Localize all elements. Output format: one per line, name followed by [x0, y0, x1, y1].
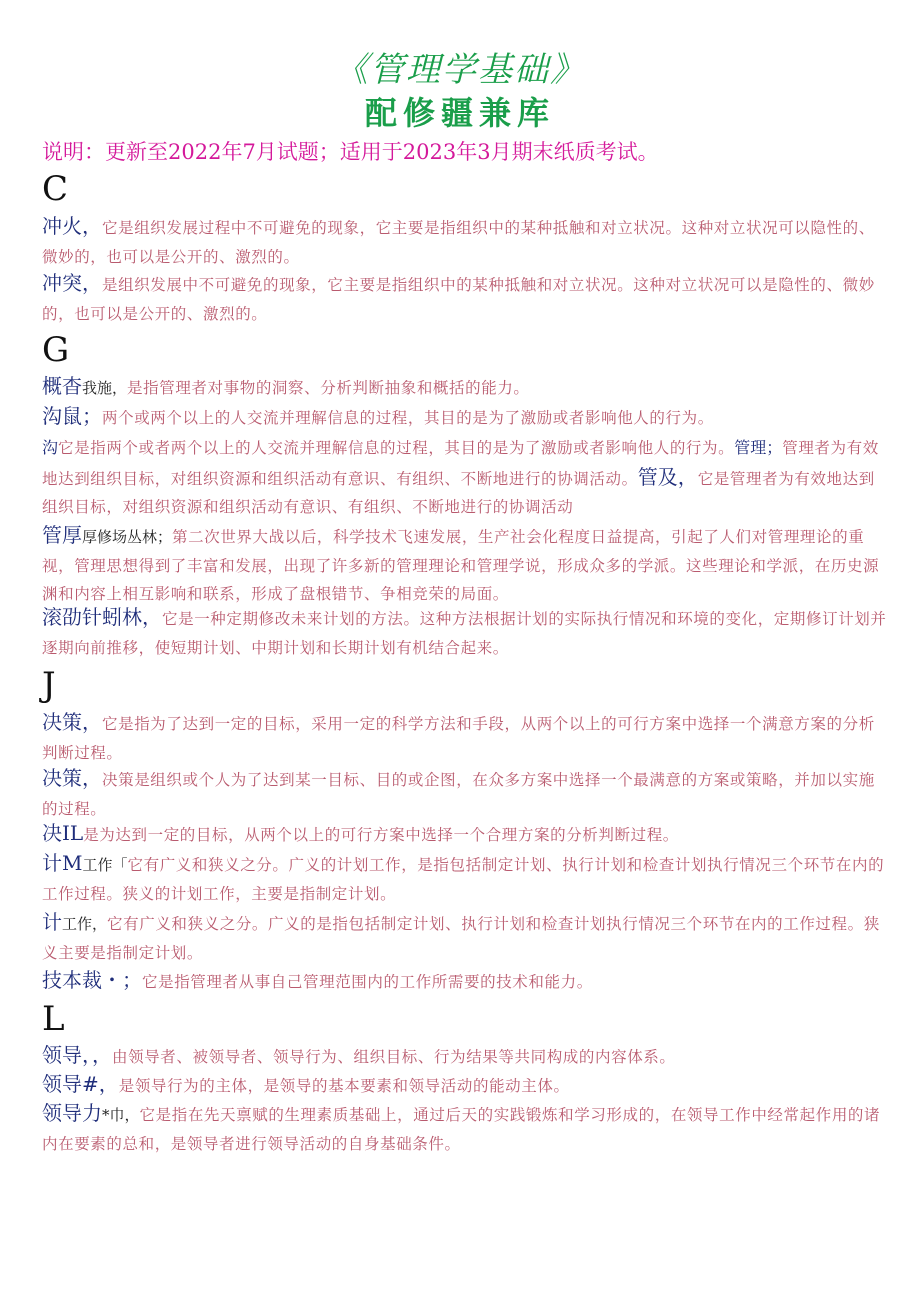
section-letter-j: J	[42, 665, 56, 705]
entry-term: 计M	[42, 851, 83, 875]
glossary-entry	[42, 434, 888, 522]
entry-text: 第二次世界大战以后，科学技术飞速发展，生产社会化程度日益提高，引起了人们对管理理论的重视，管理思想得到了丰富和发展，出现了许多新的管理理论和管理学说，形成众多的学派。这些理论和学派，在历史源渊和内容上相互影响和联系，形成了盘根错节、争相竞荣的局面。	[42, 528, 880, 603]
section-letter-g: G	[42, 330, 70, 370]
glossary-entry	[42, 966, 888, 997]
entry-text: 是领导行为的主体，是领导的基本要素和领导活动的能动主体。	[118, 1077, 570, 1095]
entry-text: 管理者为有效地达到组织目标，对组织资源和组织活动有意识、有组织、不断地进行的协调活动。	[42, 439, 879, 488]
entry-aside: 厚修场丛林；	[82, 528, 173, 546]
entry-term: 概杳	[42, 374, 82, 398]
glossary-entry	[42, 402, 888, 433]
entry-term: 领导力	[42, 1101, 102, 1125]
glossary-entry	[42, 269, 888, 328]
section-letter-l: L	[42, 999, 65, 1039]
entry-term: 领导，，	[42, 1043, 112, 1067]
entry-text: 是组织发展中不可避免的现象，它主要是指组织中的某种抵触和对立状况。这种对立状况可以是隐性的、微妙的，也可以是公开的、激烈的。	[42, 276, 875, 323]
entry-text: 两个或两个以上的人交流并理解信息的过程，其目的是为了激励或者影响他人的行为。	[102, 409, 714, 427]
glossary-entry	[42, 603, 888, 662]
glossary-entry	[42, 708, 888, 767]
entry-text: 它有广义和狭义之分。广义的计划工作，是指包括制定计划、执行计划和检查计划执行情况三个环节在内的工作过程。狭义的计划工作，主要是指制定计划。	[42, 856, 885, 903]
glossary-entry	[42, 908, 888, 967]
entry-text: 它是指为了达到一定的目标，采用一定的科学方法和手段，从两个以上的可行方案中选择一个满意方案的分析判断过程。	[42, 715, 875, 762]
usage-note: 说明：更新至2022年7月试题；适用于2023年3月期末纸质考试。	[42, 140, 659, 164]
entry-term: 决策，	[42, 710, 102, 734]
entry-term: 沟	[42, 438, 59, 457]
glossary-entry	[42, 1099, 888, 1158]
glossary-entry	[42, 849, 888, 908]
glossary-entry	[42, 764, 888, 823]
entry-term: 决IL	[42, 821, 84, 845]
glossary-entry	[42, 212, 888, 271]
entry-term: 滚劭针蚓林，	[42, 605, 162, 629]
entry-text: 决策是组织或个人为了达到某一目标、目的或企图，在众多方案中选择一个最满意的方案或策略，并加以实施的过程。	[42, 771, 875, 818]
entry-aside: 我施，	[82, 379, 128, 397]
entry-term: 计	[42, 910, 62, 934]
glossary-entry	[42, 372, 888, 403]
entry-term: 管厚	[42, 523, 82, 547]
document-title: 《管理学基础》	[334, 50, 586, 90]
glossary-entry	[42, 521, 888, 609]
entry-term: 冲突，	[42, 271, 102, 295]
glossary-entry	[42, 1070, 888, 1101]
entry-term: 沟鼠；	[42, 404, 102, 428]
entry-term: 领导#，	[42, 1072, 119, 1096]
glossary-entry	[42, 1041, 888, 1072]
section-letter-c: C	[42, 169, 69, 209]
entry-term: 技本裁・；	[42, 968, 142, 992]
entry-aside: *巾，	[102, 1106, 140, 1124]
entry-text: 是指管理者对事物的洞察、分析判断抽象和概括的能力。	[127, 379, 530, 397]
entry-text: 它是指在先天禀赋的生理素质基础上，通过后天的实践锻炼和学习形成的，在领导工作中经常起作用的诸内在要素的总和，是领导者进行领导活动的自身基础条件。	[42, 1106, 881, 1153]
entry-term: 管及，	[637, 464, 698, 489]
entry-text: 它有广义和狭义之分。广义的是指包括制定计划、执行计划和检查计划执行情况三个环节在内的工作过程。狭义主要是指制定计划。	[42, 915, 880, 962]
entry-term: 管理；	[734, 438, 783, 457]
entry-text: 它是指管理者从事自己管理范围内的工作所需要的技术和能力。	[142, 973, 593, 991]
entry-text: 由领导者、被领导者、领导行为、组织目标、行为结果等共同构成的内容体系。	[112, 1048, 676, 1066]
glossary-entry	[42, 819, 888, 850]
document-subtitle: 配修疆兼库	[364, 94, 555, 132]
entry-text: 它是管理者为有效地达到组织目标，对组织资源和组织活动有意识、有组织、不断地进行的协调活动	[42, 469, 875, 516]
entry-term: 冲火，	[42, 214, 102, 238]
entry-text: 是为达到一定的目标，从两个以上的可行方案中选择一个合理方案的分析判断过程。	[83, 826, 679, 844]
entry-text: 它是组织发展过程中不可避免的现象，它主要是指组织中的某种抵触和对立状况。这种对立状况可以隐性的、微妙的，也可以是公开的、激烈的。	[42, 219, 875, 266]
entry-aside: 工作，	[62, 915, 108, 933]
entry-aside: 工作「	[82, 856, 128, 874]
entry-term: 决策，	[42, 766, 102, 790]
entry-text: 它是指两个或者两个以上的人交流并理解信息的过程，其目的是为了激励或者影响他人的行为。	[58, 439, 735, 457]
entry-text: 它是一种定期修改未来计划的方法。这种方法根据计划的实际执行情况和环境的变化，定期修订计划并逐期向前推移，使短期计划、中期计划和长期计划有机结合起来。	[42, 610, 887, 657]
